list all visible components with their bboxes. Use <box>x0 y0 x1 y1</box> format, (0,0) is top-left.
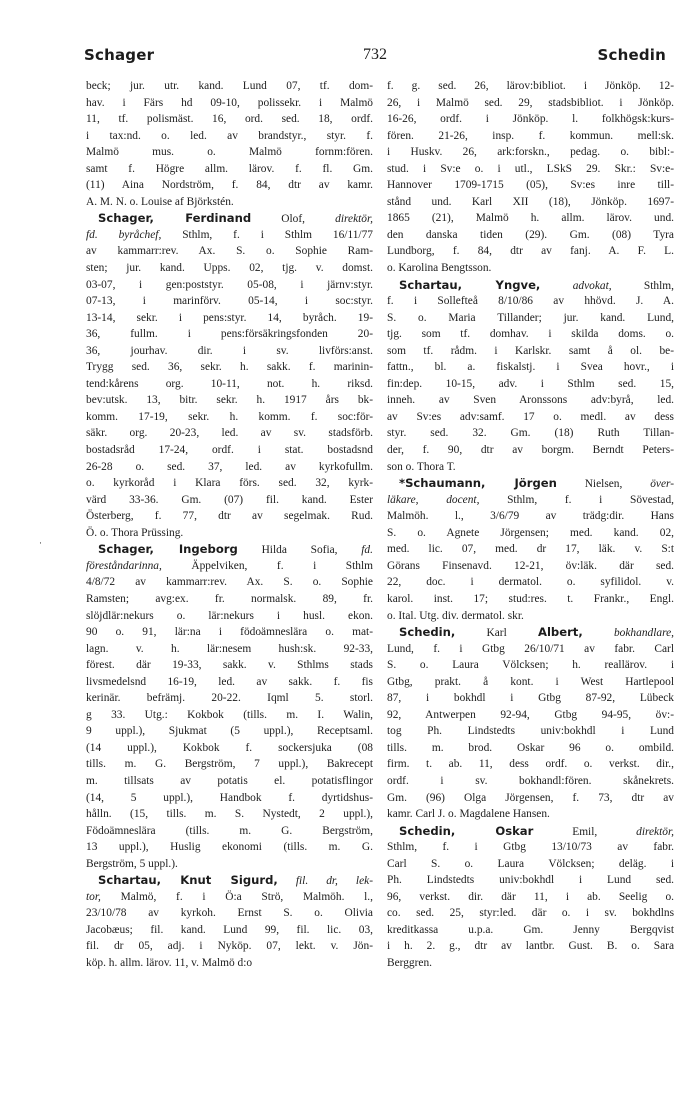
entry-text-line <box>86 690 373 707</box>
running-header <box>84 46 666 72</box>
entry-text: Malmö mus. o. Malmö fornm:fören. <box>86 146 373 159</box>
entry-text-line <box>86 657 373 674</box>
entry-text-line <box>86 111 373 128</box>
entry-text: o. kyrkoråd i Klara förs. sed. 32, kyrk- <box>86 477 373 490</box>
entry-text: 96, verkst. dir. där 11, i ab. Seelig o. <box>387 890 674 903</box>
entry-text-line <box>387 293 674 310</box>
entry-text-line <box>86 227 373 244</box>
entry-text-line <box>86 905 373 922</box>
entry-text-line <box>86 161 373 178</box>
header-right-guideword: Schedin <box>597 46 666 64</box>
entry-text-line <box>86 938 373 955</box>
entry-text: o. Karolina Bengtsson. <box>387 262 492 275</box>
entry-text: livsmedelsnd 16-19, led. av sakk. f. fis <box>86 675 373 688</box>
entry-text-line <box>86 95 373 112</box>
entry-occupation: advokat, <box>572 279 612 292</box>
entry-occupation: tor, <box>86 890 101 903</box>
entry-text: f. g. sed. 26, lärov:bibliot. i Jönköp. 12- <box>387 80 674 92</box>
entry-name: Schager, Ferdinand <box>98 211 252 226</box>
entry-name: *Schaumann, Jörgen <box>399 476 557 491</box>
entry-name: Schager, Ingeborg <box>98 542 238 557</box>
entry-text-line <box>86 823 373 840</box>
entry-text: den danska tiden (29). Gm. (08) Tyra <box>387 228 674 241</box>
entry-text: tend:kårens org. 10-11, not. h. riksd. <box>86 377 373 390</box>
entry-text: sten; jur. kand. Upps. 02, tjg. v. domst. <box>86 262 373 275</box>
entry-text: värd 33-36. Gm. (07) fil. kand. Ester <box>86 493 373 506</box>
entry-text: 36, fullm. i pens:försäkringsfonden 20- <box>86 328 373 341</box>
entry-text-line <box>387 591 674 608</box>
entry-text-line <box>86 922 373 939</box>
entry-text: (11) Aina Nordström, f. 84, dtr av kamr. <box>86 179 373 192</box>
entry-text-line <box>387 177 674 194</box>
entry-text-line <box>86 177 373 194</box>
entry-text: Sthlm, <box>611 279 674 292</box>
entry-text-line <box>387 756 674 773</box>
entry-text: f. i Sollefteå 8/10/86 av hhövd. J. A. <box>387 295 674 308</box>
entry-text-line <box>387 343 674 360</box>
entry-text: 26, i Malmö sed. 29, stadsbibliot. i Jönköp. <box>387 96 674 109</box>
entry-text: som tf. rådm. i Karlskr. samt å ol. be- <box>387 344 674 357</box>
entry-text: tjg. som tf. domhav. i skilda doms. o. <box>387 328 674 341</box>
entry-text: bev:utsk. 13, bitr. sekr. h. 1917 års bk- <box>86 394 373 407</box>
entry-text-line <box>86 425 373 442</box>
entry-text-line <box>86 508 373 525</box>
entry-text: Ramsten; avg:ex. fr. normalsk. 89, fr. <box>86 592 373 605</box>
entry-text: tills. m. G. Bergström, 7 uppl.), Bakrecept <box>86 758 373 771</box>
entry-text-line <box>387 541 674 558</box>
entry-text: S. o. Laura Völcksen; h. reallärov. i <box>387 659 674 672</box>
entry-text: 07-13, i marinförv. 05-14, i soc:styr. <box>86 295 373 308</box>
left-column <box>86 78 373 972</box>
entry-text: Österberg, f. 77, dtr av segelmak. Rud. <box>86 510 373 523</box>
entry-text: Malmö, f. i Ö:a Strö, Malmöh. l., <box>100 890 373 903</box>
entry-text: 13-14, sekr. i pens:styr. 14, byråch. 19- <box>86 311 373 324</box>
entry-text: Sthlm, f. i Sövestad, <box>479 493 674 506</box>
entry-text-line <box>387 111 674 128</box>
entry-text: m. tillsats av potatis el. potatisflingor <box>86 774 373 787</box>
entry-occupation: läkare, docent, <box>387 493 480 506</box>
entry-text: Emil, <box>533 825 637 838</box>
entry-text: fattn., bl. a. fiskalstj. i Svea hovr., i <box>387 361 674 374</box>
entry-text: kerinär. befrämj. 20-22. Iqml 5. storl. <box>86 692 373 705</box>
entry-text: inneh. av Sven Aronssons adv:byrå, led. <box>387 394 674 407</box>
entry-text: fil. dr 05, adj. i Nyköp. 07, lekt. v. Jön- <box>86 940 373 953</box>
entry-text: i h. 2. g., dtr av lantbr. Gust. B. o. Sara <box>387 940 674 953</box>
entry-text-line <box>387 558 674 575</box>
entry-text: der, f. 90, dtr av borgm. Berndt Peters- <box>387 444 674 457</box>
entry-text: Jacobæus; fil. kand. Lund 99, fil. lic. 03, <box>86 923 373 936</box>
entry-text-line <box>86 889 373 906</box>
entry-text: 92, Antwerpen 92-94, Gtbg 94-95, öv:- <box>387 708 674 721</box>
entry-text-line <box>387 95 674 112</box>
right-column <box>387 78 674 972</box>
entry-text-line <box>86 806 373 823</box>
entry-text-line <box>86 525 373 542</box>
entry-occupation: över- <box>650 478 674 491</box>
entry-heading-line <box>387 475 674 492</box>
entry-text: g 33. Utg.: Kokbok (tills. m. I. Walin, <box>86 708 373 721</box>
entry-text-line <box>387 442 674 459</box>
entry-text: (14, 5 uppl.), Handbok f. dyrtidshus- <box>86 791 373 804</box>
entry-text-line <box>86 674 373 691</box>
entry-text-line <box>387 78 674 95</box>
entry-text: 87, i bokhdl i Gtbg 87-92, Lübeck <box>387 692 674 705</box>
entry-text-line <box>387 938 674 955</box>
entry-text: ordf. i sv. bokhandl:fören. skånekrets. <box>387 774 674 787</box>
entry-text-line <box>86 277 373 294</box>
entry-occupation: fd. byråchef, <box>86 228 162 241</box>
entry-text: förest. där 19-33, sakk. v. Sthlms stads <box>86 659 373 672</box>
entry-text: styr. sed. 32. Gm. (18) Ruth Tillan- <box>387 427 674 440</box>
entry-occupation: fil. dr, lek- <box>295 875 373 888</box>
entry-text-line <box>86 955 373 972</box>
entry-text-line <box>387 459 674 476</box>
entry-text-line <box>387 194 674 211</box>
entry-text: i Huskv. 26, ark:forskn., pedag. o. bibl:- <box>387 146 674 159</box>
entry-text: Lundborg, f. 84, dtr av fanj. A. F. L. <box>387 245 674 258</box>
entry-text-line <box>86 574 373 591</box>
entry-text-line <box>387 574 674 591</box>
entry-text: stud. i Sv:e o. i utl., LSkS 29. Skr.: Sv:e- <box>387 162 674 175</box>
entry-text: slöjdlär:nekurs o. lär:nekurs i husl. ekon. <box>86 609 373 622</box>
entry-text: Malmöh. l., 3/6/79 av trädg:dir. Hans <box>387 510 674 523</box>
entry-text: Berggren. <box>387 956 433 969</box>
entry-name: Schartau, Yngve, <box>399 277 541 292</box>
entry-text: Födoämneslära (tills. m. G. Bergström, <box>86 824 373 837</box>
entry-text-line <box>86 475 373 492</box>
entry-name: Schedin, <box>399 625 456 640</box>
entry-occupation: direktör, <box>335 213 373 226</box>
entry-text-line <box>387 922 674 939</box>
entry-text: tog Ph. Lindstedts univ:bokhdl i Lund <box>387 725 674 738</box>
entry-text-line <box>387 508 674 525</box>
entry-text: beck; jur. utr. kand. Lund 07, tf. dom- <box>86 80 373 92</box>
entry-text: A. M. N. o. Louise af Björkstén. <box>86 195 234 208</box>
entry-text: 1865 (21), Malmö h. allm. lärov. und. <box>387 212 674 225</box>
entry-text: av Sv:es adv:samf. 17 o. medl. av dess <box>387 410 674 423</box>
entry-text-line <box>387 425 674 442</box>
entry-text-line <box>387 839 674 856</box>
entry-text-line <box>387 806 674 823</box>
entry-text: (14 uppl.), Kokbok f. sockersjuka (08 <box>86 741 373 754</box>
entry-text: köp. h. allm. lärov. 11, v. Malmö d:o <box>86 956 253 969</box>
entry-text: i tax:nd. o. led. av brandstyr., styr. f. <box>86 129 373 142</box>
entry-text: kreditkassa u.p.a. Gm. Jenny Bergqvist <box>387 923 674 936</box>
entry-text-line <box>86 442 373 459</box>
entry-text: son o. Thora T. <box>387 460 456 473</box>
entry-occupation: fd. <box>361 544 373 557</box>
entry-text: Olof, <box>251 213 336 226</box>
entry-heading-line <box>387 277 674 294</box>
entry-text-line <box>86 128 373 145</box>
entry-text: Bergström, 5 uppl.). <box>86 857 178 870</box>
entry-heading-line <box>387 823 674 840</box>
entry-heading-line <box>86 541 373 558</box>
entry-text-line <box>387 955 674 972</box>
entry-text: Hannover 1709-1715 (05), Sv:es inre till- <box>387 179 674 192</box>
entry-text: 23/10/78 av kyrkoh. Ernst S. o. Olivia <box>86 907 373 920</box>
entry-text <box>540 280 572 292</box>
entry-text: av kammarr:rev. Ax. S. o. Sophie Ram- <box>86 245 373 258</box>
entry-text: co. sed. 25, styr:led. där o. i sv. bokhdlns <box>387 907 674 920</box>
entry-text: fin:dep. 10-15, adv. i Sthlm sed. 15, <box>387 377 674 390</box>
entry-text: lagn. v. h. lär:nesem hush:sk. 92-33, <box>86 642 373 655</box>
entry-text: 11, tf. polismäst. 16, ord. sed. 18, ordf. <box>86 113 373 126</box>
entry-text-line <box>86 359 373 376</box>
entry-text: Karl <box>455 627 538 640</box>
entry-text-line <box>387 243 674 260</box>
entry-text-line <box>387 227 674 244</box>
entry-text-line <box>86 856 373 873</box>
entry-text: 13 uppl.), Huslig ekonomi (tills. m. G. <box>86 841 373 854</box>
entry-text-line <box>387 740 674 757</box>
entry-text: Trygg sed. 36, sekr. h. sakk. f. marinin- <box>86 361 373 374</box>
entry-text <box>583 627 614 639</box>
entry-name: Schartau, Knut Sigurd, <box>98 873 278 888</box>
entry-text: hav. i Färs hd 09-10, polissekr. i Malmö <box>86 96 373 109</box>
entry-text-line <box>387 790 674 807</box>
entry-text: Äppelviken, f. i Sthlm <box>161 559 373 572</box>
entry-text: fören. 21-26, insp. f. kommun. mell:sk. <box>387 129 674 142</box>
entry-text-line <box>86 558 373 575</box>
entry-text-line <box>86 608 373 625</box>
entry-text: hålln. (15, tills. m. S. Nystedt, 2 uppl.), <box>86 808 373 821</box>
entry-text-line <box>387 260 674 277</box>
entry-text: 26-28 o. sed. 37, led. av kyrkofullm. <box>86 460 373 473</box>
entry-text-line <box>86 376 373 393</box>
entry-occupation: bokhandlare, <box>613 627 674 640</box>
entry-text-line <box>387 856 674 873</box>
entry-occupation: direktör, <box>636 825 674 838</box>
entry-text: komm. 17-19, sekr. h. komm. f. soc:för- <box>86 410 373 423</box>
entry-text-line <box>86 740 373 757</box>
entry-text: Ph. Lindstedts univ:bokhdl i Lund sed. <box>387 874 674 887</box>
entry-text-line <box>86 293 373 310</box>
entry-occupation: föreståndarinna, <box>86 559 162 572</box>
entry-text-line <box>387 326 674 343</box>
entry-text-line <box>86 343 373 360</box>
entry-text: Lund, f. i Gtbg 26/10/71 av fabr. Carl <box>387 642 674 655</box>
entry-text: firm. t. ab. 11, dess ordf. o. verkst. dir., <box>387 758 674 771</box>
entry-text: 36, jourhav. dir. i sv. livförs:anst. <box>86 344 373 357</box>
entry-text-line <box>387 525 674 542</box>
entry-text: S. o. Maria Tillander; jur. kand. Lund, <box>387 311 674 324</box>
entry-heading-line <box>86 210 373 227</box>
entry-text-line <box>387 392 674 409</box>
entry-text-line <box>387 409 674 426</box>
entry-name: Schedin, Oskar <box>399 823 534 838</box>
header-left-guideword: Schager <box>84 46 155 64</box>
entry-text: Hilda Sofia, <box>237 544 362 557</box>
entry-text: Ö. o. Thora Prüssing. <box>86 526 184 539</box>
entry-text-line <box>86 78 373 95</box>
entry-text-line <box>387 657 674 674</box>
entry-text-line <box>86 194 373 211</box>
entry-heading-line <box>86 872 373 889</box>
page-number: 732 <box>363 46 387 63</box>
entry-text-line <box>86 392 373 409</box>
entry-text-line <box>387 210 674 227</box>
entry-text: säkr. org. 20-23, led. av sv. stadsförb. <box>86 427 373 440</box>
entry-text-line <box>86 756 373 773</box>
entry-text: Nielsen, <box>556 478 651 491</box>
entry-text-line <box>387 723 674 740</box>
entry-text-line <box>387 310 674 327</box>
entry-text: 9 uppl.), Sjukmat (5 uppl.), Receptsaml. <box>86 725 373 738</box>
entry-text: o. Ital. Utg. div. dermatol. skr. <box>387 609 524 622</box>
entry-text-line <box>86 773 373 790</box>
entry-text-line <box>86 839 373 856</box>
entry-text-line <box>86 641 373 658</box>
entry-text-line <box>387 905 674 922</box>
entry-text-line <box>387 161 674 178</box>
entry-text: samt f. Högre allm. lärov. f. fl. Gm. <box>86 162 373 175</box>
entry-text: S. o. Agnete Jörgensen; med. kand. 02, <box>387 526 674 539</box>
entry-text-line <box>86 409 373 426</box>
entry-text: Görans Finsenavd. 12-21, öv:läk. där sed. <box>387 559 674 572</box>
entry-text-line <box>86 707 373 724</box>
entry-text: karol. inst. 17; stud:res. t. Frankr., Engl. <box>387 592 674 605</box>
entry-text: Gm. (96) Olga Jörgensen, f. 73, dtr av <box>387 791 674 804</box>
entry-text: 16-26, ordf. i Jönköp. l. folkhögsk:kurs- <box>387 113 674 126</box>
entry-text-line <box>86 459 373 476</box>
entry-text-line <box>86 310 373 327</box>
entry-text <box>278 875 296 887</box>
entry-text-line <box>86 144 373 161</box>
entry-text-line <box>387 690 674 707</box>
entry-text-line <box>86 260 373 277</box>
entry-text-line <box>387 128 674 145</box>
entry-text-line <box>387 608 674 625</box>
entry-text: Carl S. o. Laura Völcksen; deläg. i <box>387 857 674 870</box>
entry-heading-line <box>387 624 674 641</box>
entry-text: stånd und. Karl XII (18), Jönköp. 1697- <box>387 195 674 208</box>
entry-text: 4/8/72 av kammarr:rev. Ax. S. o. Sophie <box>86 576 373 589</box>
entry-text-line <box>387 144 674 161</box>
entry-text: bostadsråd 17-24, ordf. i stat. bostadsnd <box>86 444 373 457</box>
entry-text-line <box>387 674 674 691</box>
entry-name: Albert, <box>537 625 583 640</box>
entry-text: tills. m. brod. Oskar 96 o. ombild. <box>387 741 674 754</box>
entry-text-line <box>387 889 674 906</box>
entry-text-line <box>387 376 674 393</box>
entry-text: Sthlm, f. i Gtbg 13/10/73 av fabr. <box>387 841 674 854</box>
entry-text-line <box>86 243 373 260</box>
entry-text: kamr. Carl J. o. Magdalene Hansen. <box>387 808 550 821</box>
entry-text-line <box>86 624 373 641</box>
entry-text-line <box>387 641 674 658</box>
entry-text: Gtbg, prakt. å kont. i West Hartlepool <box>387 675 674 688</box>
margin-mark: · <box>39 538 42 548</box>
entry-text-line <box>387 773 674 790</box>
entry-text: Sthlm, f. i Sthlm 16/11/77 <box>161 228 373 241</box>
entry-text: 90 o. 91, lär:na i födoämneslära o. mat- <box>86 626 373 639</box>
entry-text-line <box>387 359 674 376</box>
entry-text: 22, doc. i dermatol. o. syfilidol. v. <box>387 576 674 589</box>
entry-text-line <box>387 707 674 724</box>
entry-text: med. lic. 07, med. dr 17, läk. v. S:t <box>387 543 674 556</box>
entry-text-line <box>86 591 373 608</box>
entry-text-line <box>387 492 674 509</box>
entry-text-line <box>86 790 373 807</box>
entry-text-line <box>387 872 674 889</box>
entry-text-line <box>86 492 373 509</box>
entry-text-line <box>86 723 373 740</box>
entry-text: 03-07, i gen:poststyr. 05-08, i järnv:styr. <box>86 278 373 291</box>
entry-text-line <box>86 326 373 343</box>
